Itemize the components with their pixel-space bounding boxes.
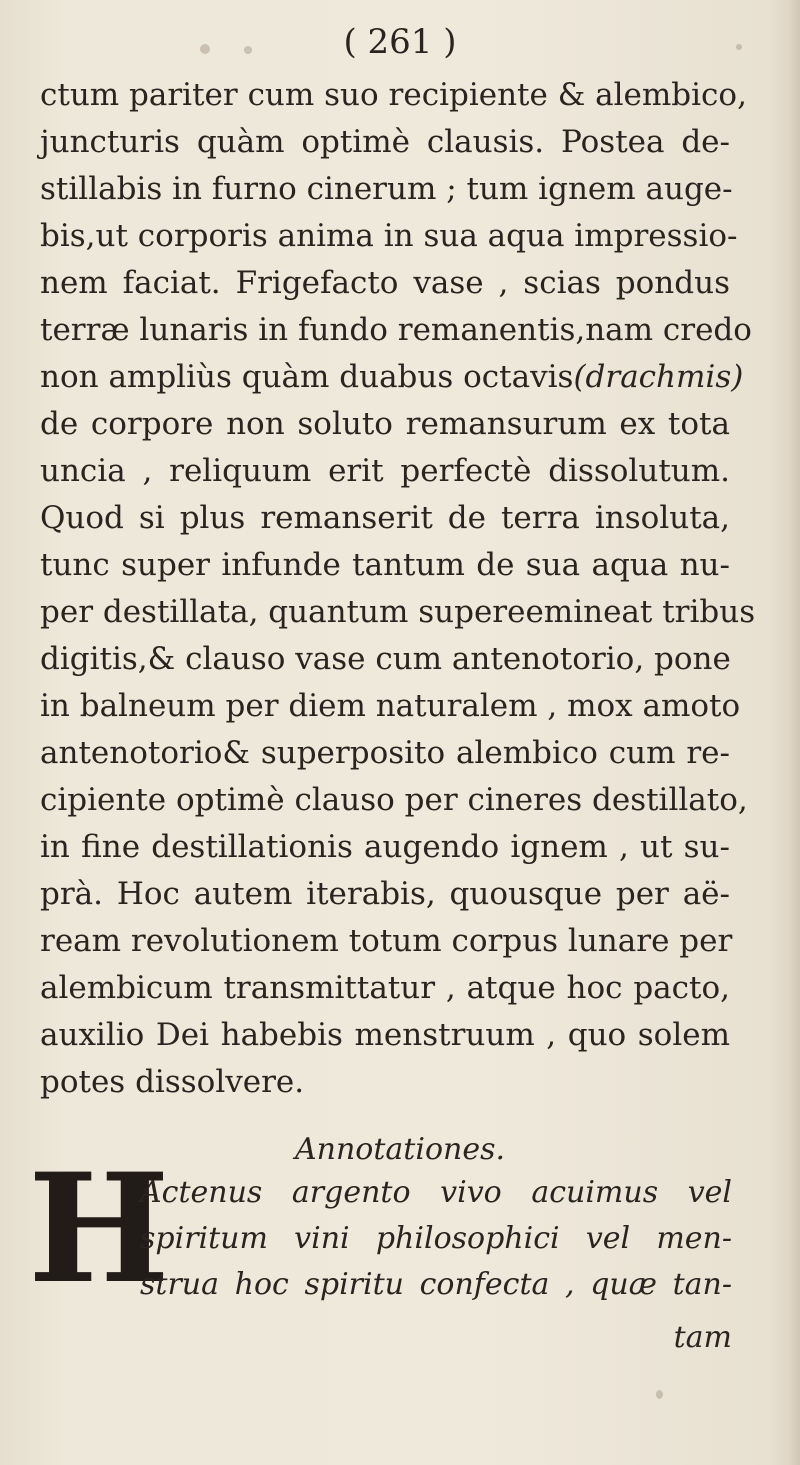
main-text — [40, 72, 756, 1106]
text-line: cipiente optimè clauso per cineres destillato, — [40, 782, 748, 818]
text-line: potes dissolvere. — [40, 1064, 305, 1100]
text-line: tunc super infunde tantum de sua aqua nu- — [40, 547, 730, 583]
text-line: Quod si plus remanserit de terra insoluta, — [40, 500, 730, 536]
text-line: nem faciat. Frigefacto vase , scias pondus — [40, 265, 730, 301]
text-line: auxilio Dei habebis menstruum , quo solem — [40, 1017, 730, 1053]
ink-spot — [200, 44, 210, 54]
text-line: in balneum per diem naturalem , mox amoto — [40, 688, 741, 724]
text-line: bis,ut corporis anima in sua aqua impressio- — [40, 218, 738, 254]
annotation-line: strua hoc spiritu confecta , quæ tan- — [140, 1267, 732, 1302]
text-line-with-gloss — [40, 354, 744, 401]
text-line: non ampliùs quàm duabus octavis — [40, 359, 574, 395]
page-number: ( 261 ) — [343, 22, 457, 62]
text-line: per destillata, quantum supereemineat tribus — [40, 594, 756, 630]
annotation-line: Actenus argento vivo acuimus vel — [140, 1175, 732, 1210]
text-line: digitis,& clauso vase cum antenotorio, pone — [40, 641, 731, 677]
text-line: prà. Hoc autem iterabis, quousque per aë- — [40, 876, 730, 912]
text-line: antenotorio& superposito alembico cum re- — [40, 735, 730, 771]
italic-gloss: (drachmis) — [573, 359, 744, 395]
text-line: juncturis quàm optimè clausis. Postea de- — [40, 124, 730, 160]
text-line: terræ lunaris in fundo remanentis,nam credo — [40, 312, 752, 348]
page-edge — [786, 0, 800, 1465]
text-line: uncia , reliquum erit perfectè dissolutum. — [40, 453, 730, 489]
ink-spot — [244, 46, 252, 54]
drop-cap: H — [28, 1141, 170, 1317]
text-line: ream revolutionem totum corpus lunare per — [40, 923, 733, 959]
catchword: tam — [673, 1320, 732, 1355]
text-line: ctum pariter cum suo recipiente & alembico, — [40, 77, 747, 113]
text-line: alembicum transmittatur , atque hoc pacto, — [40, 970, 730, 1006]
ink-spot — [656, 1390, 663, 1399]
annotation-line: spiritum vini philosophici vel men- — [140, 1221, 732, 1256]
text-line: de corpore non soluto remansurum ex tota — [40, 406, 730, 442]
text-line: in fine destillationis augendo ignem , ut su- — [40, 829, 730, 865]
ink-spot — [736, 44, 742, 50]
annotations-heading: Annotationes. — [294, 1132, 506, 1167]
text-line: stillabis in furno cinerum ; tum ignem auge- — [40, 171, 733, 207]
annotation-text — [140, 1170, 732, 1308]
